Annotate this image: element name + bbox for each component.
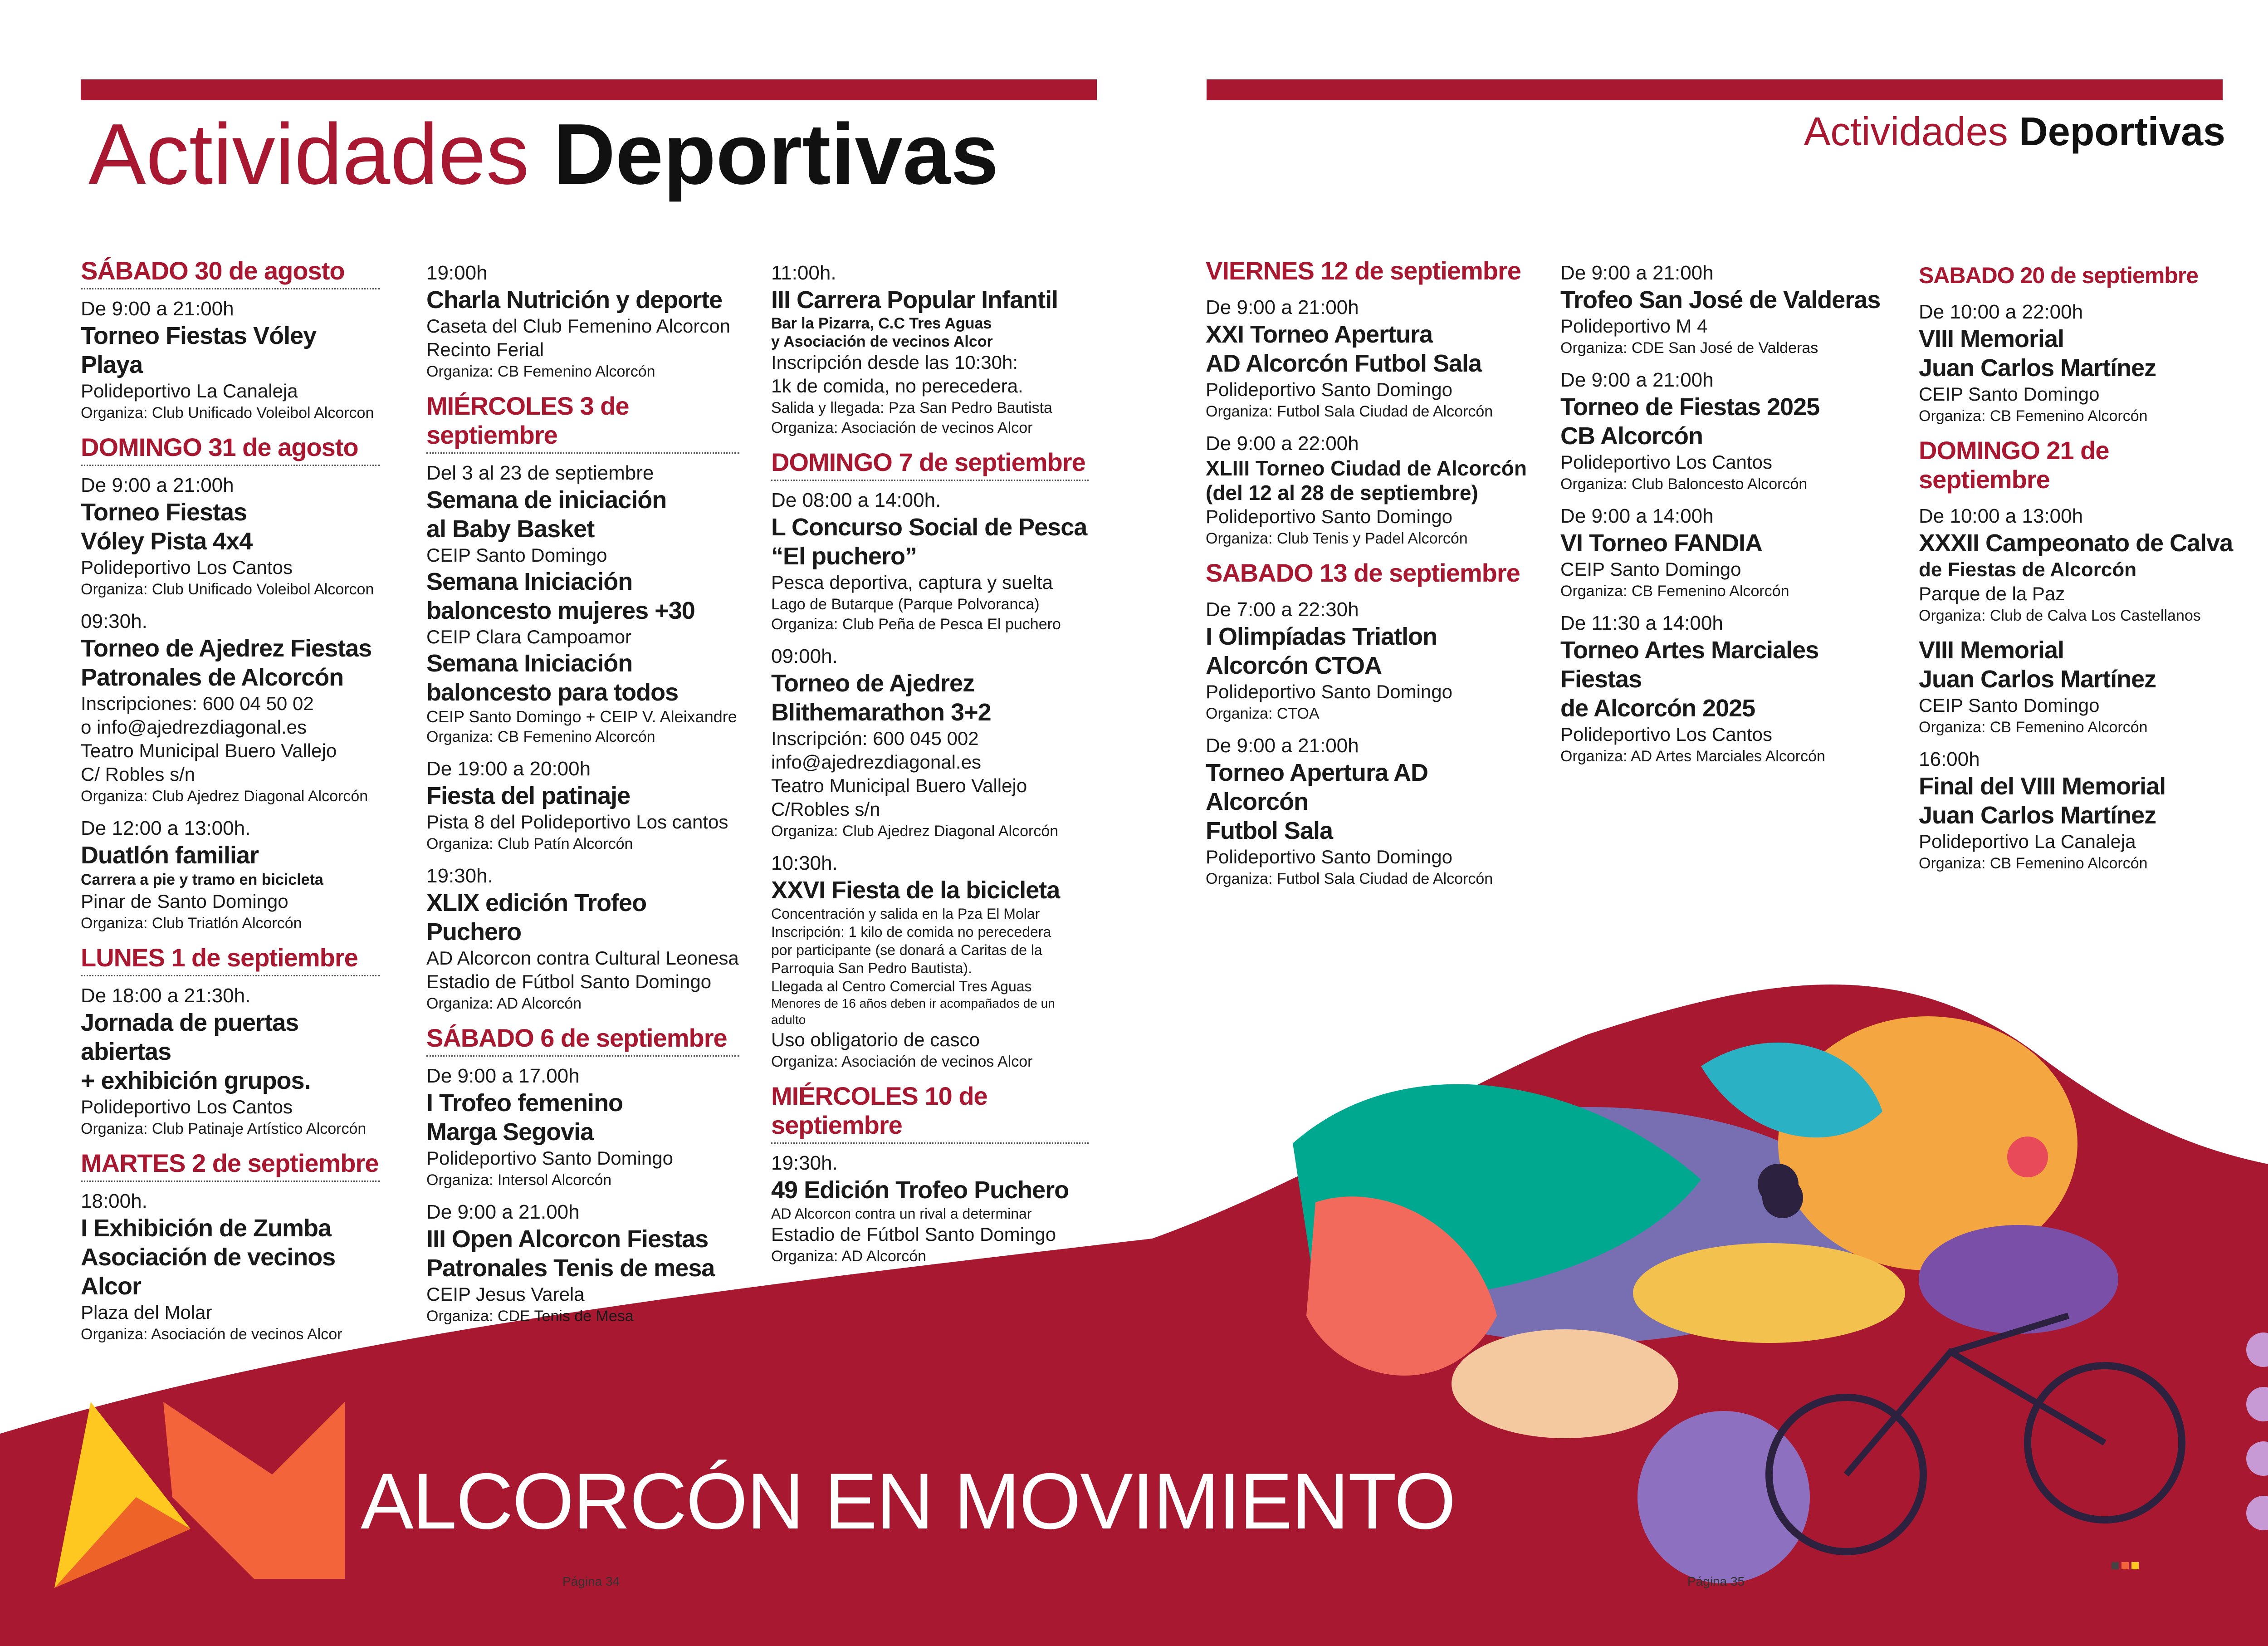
event-time: De 19:00 a 20:00h [426, 758, 591, 780]
page-title-right [1804, 109, 2225, 154]
title-light: Actividades [1804, 109, 2008, 154]
event-title: Blithemarathon 3+2 [771, 699, 991, 726]
column-4 [1206, 252, 1532, 899]
event-detail: Estadio de Fútbol Santo Domingo [426, 971, 712, 992]
event-detail: Salida y llegada: Pza San Pedro Bautista [771, 399, 1052, 416]
event [426, 461, 739, 747]
event-place: Polideportivo Los Cantos [81, 1096, 293, 1117]
event [1919, 504, 2245, 626]
event [771, 644, 1089, 841]
column-6 [1919, 256, 2245, 883]
day-heading: SÁBADO 6 de septiembre [426, 1024, 739, 1057]
event-time: De 9:00 a 21:00h [81, 474, 234, 496]
page-number-right: Página 35 [1687, 1574, 1745, 1588]
event-detail: Caseta del Club Femenino Alcorcon [426, 315, 731, 337]
event-organizer: Organiza: Club Ajedrez Diagonal Alcorcón [81, 788, 368, 805]
event-place: Polideportivo Santo Domingo [426, 1147, 673, 1169]
event-time: De 9:00 a 14:00h [1560, 505, 1714, 527]
event-title: L Concurso Social de Pesca [771, 514, 1087, 541]
event-organizer: Organiza: Asociación de vecinos Alcor [771, 419, 1033, 436]
event-time: De 11:30 a 14:00h [1560, 612, 1723, 634]
event [1919, 636, 2245, 737]
event-organizer: Organiza: Asociación de vecinos Alcor [771, 1053, 1033, 1070]
event [771, 851, 1089, 1072]
event [81, 609, 380, 806]
event-detail: AD Alcorcon contra Cultural Leonesa [426, 947, 739, 969]
day-heading: MIÉRCOLES 3 de septiembre [426, 392, 739, 454]
event-title: I Olimpíadas Triatlon [1206, 623, 1437, 650]
event-organizer: Organiza: CTOA [1206, 705, 1320, 722]
event-title: I Exhibición de Zumba [81, 1215, 332, 1242]
title-bold: Deportivas [553, 106, 999, 202]
event-detail: Recinto Ferial [426, 339, 544, 360]
event-place: CEIP Santo Domingo [1919, 383, 2100, 405]
event-organizer: Organiza: Club Unificado Voleibol Alcorcon [81, 404, 374, 421]
event-title: Semana de iniciación [426, 486, 667, 514]
event-detail: C/ Robles s/n [81, 764, 196, 785]
event-title: Patronales Tenis de mesa [426, 1254, 715, 1282]
event [1919, 300, 2245, 426]
event [426, 1200, 739, 1326]
event-time: De 9:00 a 21:00h [81, 298, 234, 320]
day-heading: VIERNES 12 de septiembre [1206, 256, 1521, 285]
event-subtitle: Carrera a pie y tramo en bicicleta [81, 871, 323, 888]
event-organizer: Organiza: AD Artes Marciales Alcorcón [1560, 748, 1825, 765]
event-detail: Pesca deportiva, captura y suelta [771, 572, 1053, 593]
event-time: De 9:00 a 21:00h [1560, 369, 1714, 391]
event-time: Del 3 al 23 de septiembre [426, 462, 654, 484]
event-title: Final del VIII Memorial [1919, 773, 2166, 800]
event-place: CEIP Santo Domingo [426, 544, 607, 566]
event-place: Parque de la Paz [1919, 583, 2065, 604]
event-subtitle: y Asociación de vecinos Alcor [771, 333, 993, 350]
event-place: Plaza del Molar [81, 1302, 212, 1323]
event-time: De 9:00 a 21:00h [1560, 262, 1714, 284]
event-title: Patronales de Alcorcón [81, 664, 344, 691]
event-time: 10:30h. [771, 852, 838, 874]
event-title: Alcorcón CTOA [1206, 652, 1382, 679]
event-time: De 9:00 a 21.00h [426, 1201, 580, 1223]
event [1560, 368, 1896, 494]
event-detail: AD Alcorcon contra un rival a determinar [771, 1205, 1032, 1222]
event-title: XLIII Torneo Ciudad de Alcorcón [1206, 456, 1527, 480]
event-organizer: Organiza: AD Alcorcón [426, 995, 582, 1012]
event-time: De 08:00 a 14:00h. [771, 489, 941, 511]
event-detail: o info@ajedrezdiagonal.es [81, 716, 307, 738]
event-detail: Teatro Municipal Buero Vallejo [81, 740, 337, 761]
event [771, 1151, 1089, 1266]
event-title: baloncesto mujeres +30 [426, 597, 695, 624]
event-title: (del 12 al 28 de septiembre) [1206, 481, 1478, 505]
event-place: Polideportivo Santo Domingo [1206, 379, 1452, 400]
event-title: baloncesto para todos [426, 679, 679, 706]
event [426, 757, 739, 854]
event-place: Polideportivo M 4 [1560, 315, 1708, 337]
title-bold: Deportivas [2019, 109, 2225, 154]
event-title: VIII Memorial [1919, 325, 2064, 353]
event-title: Torneo de Ajedrez [771, 670, 975, 697]
event-organizer: Organiza: CDE Tenis de Mesa [426, 1308, 634, 1325]
event [426, 1064, 739, 1190]
event-place: Polideportivo La Canaleja [81, 380, 298, 402]
event-title: CB Alcorcón [1560, 422, 1703, 450]
event-time: 18:00h. [81, 1190, 147, 1212]
event-title: Juan Carlos Martínez [1919, 802, 2156, 829]
event-title: VI Torneo FANDIA [1560, 529, 1763, 557]
event-time: De 7:00 a 22:30h [1206, 598, 1359, 621]
day-heading: MARTES 2 de septiembre [81, 1149, 380, 1182]
event [81, 1189, 380, 1344]
event-place: Pinar de Santo Domingo [81, 891, 288, 912]
event-time: 09:00h. [771, 645, 838, 667]
event-place: Polideportivo Los Cantos [81, 557, 293, 578]
event-organizer: Organiza: Club de Calva Los Castellanos [1919, 607, 2201, 624]
event [771, 488, 1089, 634]
day-heading: SABADO 13 de septiembre [1206, 558, 1520, 587]
event-place: CEIP Jesus Varela [426, 1283, 585, 1305]
event [1560, 504, 1896, 601]
event-detail: Menores de 16 años deben ir acompañados de un adulto [771, 996, 1055, 1027]
event-organizer: Organiza: CB Femenino Alcorcón [1919, 855, 2148, 872]
event-title: Juan Carlos Martínez [1919, 666, 2156, 693]
top-bar-right [1207, 79, 2223, 100]
event [426, 864, 739, 1014]
event-title: Torneo Fiestas [81, 499, 247, 526]
event-detail: Llegada al Centro Comercial Tres Aguas [771, 978, 1032, 994]
day-heading: SABADO 20 de septiembre [1919, 263, 2199, 288]
event [1206, 734, 1532, 889]
event-time: De 18:00 a 21:30h. [81, 985, 251, 1007]
column-1 [81, 252, 380, 1354]
event-title: XXI Torneo Apertura [1206, 321, 1433, 348]
event-time: De 9:00 a 17.00h [426, 1065, 580, 1087]
event [81, 297, 380, 423]
day-heading: MIÉRCOLES 10 de septiembre [771, 1082, 1089, 1144]
column-2 [426, 261, 739, 1336]
color-square [2141, 1562, 2149, 1569]
event-organizer: Organiza: Club Baloncesto Alcorcón [1560, 475, 1808, 493]
event [1206, 295, 1532, 421]
event-detail: Inscripción: 1 kilo de comida no perecedera [771, 924, 1051, 940]
event-organizer: Organiza: Club Tenis y Padel Alcorcón [1206, 530, 1468, 547]
event-title: Futbol Sala [1206, 817, 1333, 844]
event-detail: Concentración y salida en la Pza El Molar [771, 906, 1040, 922]
event-organizer: Organiza: CB Femenino Alcorcón [1919, 407, 2148, 425]
event-title: “El puchero” [771, 543, 917, 570]
event [1206, 598, 1532, 724]
event-title: XXXII Campeonato de Calva [1919, 529, 2233, 557]
event-title: Asociación de vecinos Alcor [81, 1244, 336, 1300]
event-title: XLIX edición Trofeo Puchero [426, 889, 647, 945]
event [426, 261, 739, 382]
event-title: 49 Edición Trofeo Puchero [771, 1176, 1069, 1204]
column-5 [1560, 261, 1896, 776]
color-square [2131, 1562, 2139, 1569]
event-title: + exhibición grupos. [81, 1067, 311, 1094]
event-place: Pista 8 del Polideportivo Los cantos [426, 811, 728, 833]
event-detail: 1k de comida, no perecedera. [771, 375, 1023, 397]
top-bar-left [81, 79, 1097, 100]
event-place: CEIP Santo Domingo [1560, 558, 1741, 580]
event-organizer: Organiza: CB Femenino Alcorcón [426, 728, 655, 745]
event-place: Polideportivo La Canaleja [1919, 831, 2136, 852]
event-detail: C/Robles s/n [771, 799, 880, 820]
event-title: III Carrera Popular Infantil [771, 286, 1058, 314]
event-detail: Inscripciones: 600 04 50 02 [81, 693, 314, 714]
event-organizer: Organiza: Futbol Sala Ciudad de Alcorcón [1206, 403, 1493, 420]
event-place: Polideportivo Santo Domingo [1206, 506, 1452, 527]
event-organizer: Organiza: Intersol Alcorcón [426, 1171, 612, 1189]
event-time: De 9:00 a 21:00h [1206, 296, 1359, 318]
event-time: De 9:00 a 22:00h [1206, 432, 1359, 455]
event-place: Polideportivo Los Cantos [1560, 724, 1772, 745]
event-detail: Inscripción: 600 045 002 [771, 728, 979, 749]
event-organizer: Organiza: CB Femenino Alcorcón [1560, 583, 1789, 600]
title-light: Actividades [88, 106, 529, 202]
event-title: Marga Segovia [426, 1118, 594, 1146]
day-heading: DOMINGO 21 de septiembre [1919, 436, 2109, 494]
event-time: 19:30h. [426, 865, 493, 887]
day-heading: SÁBADO 30 de agosto [81, 256, 380, 289]
event-title: Torneo de Ajedrez Fiestas [81, 635, 372, 662]
event-title: Semana Iniciación [426, 568, 633, 595]
event-time: 19:00h [426, 262, 488, 284]
event-title: Duatlón familiar [81, 842, 259, 869]
event-place: Polideportivo Santo Domingo [1206, 681, 1452, 702]
event-title: I Trofeo femenino [426, 1089, 623, 1117]
event-organizer: Organiza: CDE San José de Valderas [1560, 339, 1818, 357]
event-organizer: Organiza: Club Patinaje Artístico Alcorcón [81, 1120, 367, 1137]
event-title: Torneo de Fiestas 2025 [1560, 393, 1820, 421]
event-detail: por participante (se donará a Caritas de la [771, 942, 1042, 958]
day-heading: DOMINGO 31 de agosto [81, 433, 380, 466]
page-number-left: Página 34 [562, 1574, 620, 1588]
event-time: De 10:00 a 13:00h [1919, 505, 2083, 527]
event [81, 816, 380, 933]
event [1206, 431, 1532, 549]
event-title: AD Alcorcón Futbol Sala [1206, 350, 1482, 377]
event-organizer: Organiza: CB Femenino Alcorcón [1919, 719, 2148, 736]
event-detail: Parroquia San Pedro Bautista). [771, 960, 972, 976]
event [81, 473, 380, 599]
event-organizer: Organiza: Club Ajedrez Diagonal Alcorcón [771, 823, 1059, 840]
event-place: CEIP Santo Domingo + CEIP V. Aleixandre [426, 707, 737, 726]
event-time: 19:30h. [771, 1152, 838, 1174]
event-organizer: Organiza: Club Unificado Voleibol Alcorcon [81, 581, 374, 598]
event [1560, 261, 1896, 358]
event-time: 09:30h. [81, 610, 147, 632]
day-heading: DOMINGO 7 de septiembre [771, 448, 1089, 481]
column-3 [771, 261, 1089, 1276]
day-heading: LUNES 1 de septiembre [81, 943, 380, 976]
color-square [2121, 1562, 2129, 1569]
event [1919, 747, 2245, 873]
event-title: de Alcorcón 2025 [1560, 695, 1755, 722]
color-square [2112, 1562, 2119, 1569]
page-title-left [88, 106, 999, 202]
event-subtitle: de Fiestas de Alcorcón [1919, 558, 2137, 581]
event-title: Fiesta del patinaje [426, 782, 631, 809]
event-time: 16:00h [1919, 748, 1980, 770]
event-place: CEIP Clara Campoamor [426, 626, 632, 647]
event-title: Torneo Apertura AD Alcorcón [1206, 759, 1428, 815]
event-organizer: Organiza: Asociación de vecinos Alcor [81, 1326, 342, 1343]
event-title: Vóley Pista 4x4 [81, 528, 253, 555]
event-place: Polideportivo Santo Domingo [1206, 846, 1452, 867]
event-title: III Open Alcorcon Fiestas [426, 1225, 709, 1253]
event-detail: info@ajedrezdiagonal.es [771, 751, 981, 773]
event-organizer: Organiza: Club Triatlón Alcorcón [81, 915, 302, 932]
event-detail: Uso obligatorio de casco [771, 1029, 980, 1050]
event [771, 261, 1089, 438]
event-title: Semana Iniciación [426, 650, 633, 677]
event-organizer: Organiza: Club Peña de Pesca El puchero [771, 616, 1061, 633]
event-organizer: Organiza: CB Femenino Alcorcón [426, 363, 655, 380]
event-time: De 12:00 a 13:00h. [81, 817, 251, 839]
event [81, 984, 380, 1139]
event-title: Juan Carlos Martínez [1919, 354, 2156, 382]
event-detail: Teatro Municipal Buero Vallejo [771, 775, 1027, 796]
event-time: 11:00h. [771, 262, 836, 284]
event-title: Jornada de puertas abiertas [81, 1009, 299, 1065]
event [1560, 611, 1896, 766]
event-title: al Baby Basket [426, 515, 595, 543]
event-detail: Lago de Butarque (Parque Polvoranca) [771, 596, 1040, 613]
event-time: De 9:00 a 21:00h [1206, 735, 1359, 757]
event-title: Torneo Artes Marciales Fiestas [1560, 637, 1819, 693]
event-organizer: Organiza: Club Patín Alcorcón [426, 835, 633, 852]
event-subtitle: Bar la Pizarra, C.C Tres Aguas [771, 315, 992, 332]
event-place: CEIP Santo Domingo [1919, 695, 2100, 716]
event-place: Polideportivo Los Cantos [1560, 451, 1772, 473]
event-title: Torneo Fiestas Vóley Playa [81, 322, 317, 378]
event-title: Trofeo San José de Valderas [1560, 286, 1881, 314]
event-title: Charla Nutrición y deporte [426, 286, 723, 314]
event-title: VIII Memorial [1919, 637, 2064, 664]
event-time: De 10:00 a 22:00h [1919, 301, 2083, 323]
event-organizer: Organiza: AD Alcorcón [771, 1248, 927, 1265]
event-detail: Inscripción desde las 10:30h: [771, 352, 1018, 373]
event-title: XXVI Fiesta de la bicicleta [771, 877, 1060, 904]
banner-title: ALCORCÓN EN MOVIMIENTO [361, 1457, 1455, 1546]
event-detail: Estadio de Fútbol Santo Domingo [771, 1224, 1056, 1245]
event-organizer: Organiza: Futbol Sala Ciudad de Alcorcón [1206, 870, 1493, 887]
